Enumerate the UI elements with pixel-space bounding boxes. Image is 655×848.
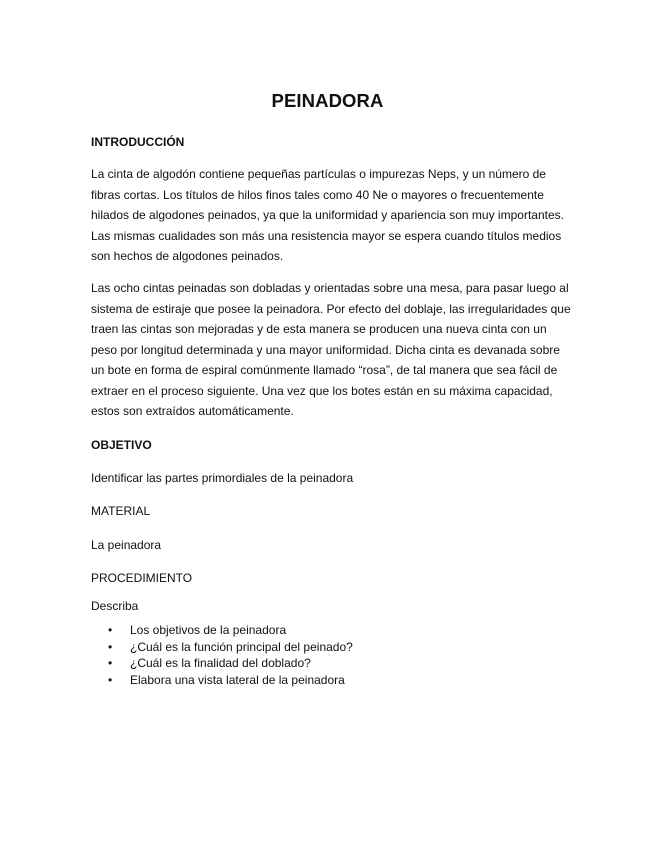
- paragraph-line: son hechos de algodones peinados.: [91, 249, 284, 263]
- paragraph-line: Las ocho cintas peinadas son dobladas y orientadas sobre una mesa, para pasar luego al: [91, 281, 569, 295]
- list-item-text: ¿Cuál es la función principal del peinado?: [130, 639, 353, 654]
- paragraph-line: sistema de estiraje que posee la peinadora. Por efecto del doblaje, las irregularidades que: [91, 301, 571, 316]
- paragraph-line: fibras cortas. Los títulos de hilos finos tales como 40 Ne o mayores o frecuentemente: [91, 187, 544, 202]
- introduction-paragraph-1: [91, 164, 569, 267]
- paragraph-line: La cinta de algodón contiene pequeñas partículas o impurezas Neps, y un número de: [91, 167, 546, 181]
- document-title: PEINADORA: [271, 90, 384, 111]
- bullet-icon: •: [108, 672, 113, 687]
- list-item-text: Los objetivos de la peinadora: [130, 623, 287, 637]
- objective-heading: OBJETIVO: [91, 438, 152, 452]
- paragraph-line: traen las cintas son mejoradas y de esta manera se producen una nueva cinta con un: [91, 322, 547, 336]
- procedure-heading: PROCEDIMIENTO: [91, 571, 193, 585]
- bullet-icon: •: [108, 656, 113, 670]
- introduction-heading: INTRODUCCIÓN: [91, 135, 185, 149]
- introduction-paragraph-2: [91, 278, 569, 422]
- bullet-icon: •: [108, 639, 113, 654]
- material-heading: MATERIAL: [91, 504, 151, 518]
- paragraph-line: un bote en forma de espiral comúnmente llamado “rosa”, de tal manera que sea fácil de: [91, 363, 558, 377]
- paragraph-line: Las mismas cualidades son más una resistencia mayor se espera cuando títulos medios: [91, 228, 562, 243]
- bullet-icon: •: [108, 623, 113, 637]
- list-item-text: Elabora una vista lateral de la peinadora: [130, 672, 345, 687]
- list-item-text: ¿Cuál es la finalidad del doblado?: [130, 656, 311, 670]
- material-text: La peinadora: [91, 538, 162, 552]
- paragraph-line: extraer en el proceso siguiente. Una vez que los botes están en su máxima capacidad,: [91, 383, 553, 398]
- paragraph-line: estos son extraídos automáticamente.: [91, 404, 294, 418]
- procedure-lead: Describa: [91, 599, 139, 613]
- paragraph-line: hilados de algodones peinados, ya que la uniformidad y apariencia son muy importantes.: [91, 208, 564, 222]
- paragraph-line: peso por longitud determinada y una mayor uniformidad. Dicha cinta es devanada sobre: [91, 342, 560, 357]
- objective-text: Identificar las partes primordiales de la peinadora: [91, 471, 354, 485]
